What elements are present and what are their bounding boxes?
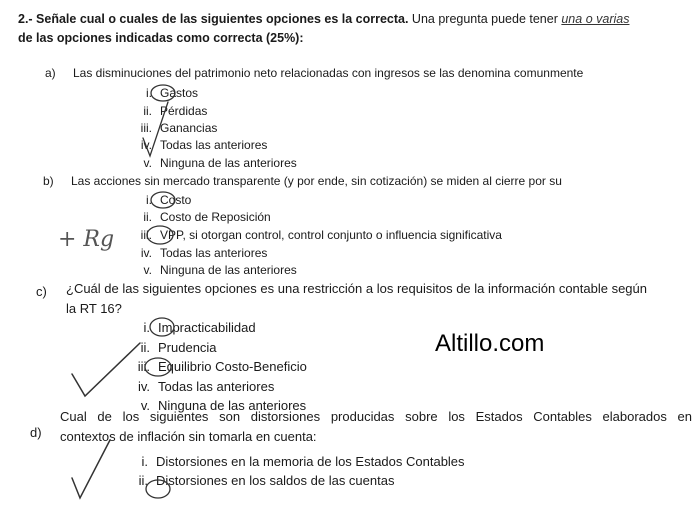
header-bold-text: 2.- Señale cual o cuales de las siguientes opciones es la correcta. (18, 12, 409, 26)
option-text: Ninguna de las anteriores (160, 263, 297, 277)
option-b-iii (130, 228, 502, 242)
question-a-letter: a) (45, 66, 56, 80)
option-text: Equilibrio Costo-Beneficio (158, 359, 307, 374)
option-num: i. (146, 86, 152, 100)
option-a-iv (130, 138, 267, 152)
option-text: Todas las anteriores (160, 138, 268, 152)
handwritten-note: + Rg (58, 227, 115, 252)
header-rest-text: Una pregunta puede tener (408, 12, 562, 26)
option-num: i. (143, 320, 150, 335)
question-c-letter: c) (36, 284, 47, 299)
option-text: Prudencia (158, 340, 217, 355)
question-c-text-line1: ¿Cuál de las siguientes opciones es una restricción a los requisitos de la información contable según (66, 281, 647, 296)
option-c-i (128, 320, 256, 335)
option-text: Costo de Reposición (160, 210, 271, 224)
option-b-i (130, 193, 191, 207)
option-text: Todas las anteriores (158, 379, 275, 394)
option-num: ii. (143, 104, 152, 118)
option-num: iv. (137, 379, 150, 394)
option-num: v. (143, 156, 152, 170)
option-num: iv. (140, 138, 152, 152)
option-c-ii (128, 340, 217, 355)
option-text: Costo (160, 193, 192, 207)
option-text: Ninguna de las anteriores (158, 398, 307, 413)
question-header-line1 (18, 12, 629, 26)
option-b-iv (130, 246, 267, 260)
option-num: iii. (140, 121, 152, 135)
option-d-ii (126, 473, 394, 488)
question-d-text-line1: Cual de los siguientes son distorsiones producidas sobre los Estados Contables elaborados en (60, 409, 692, 424)
option-text: Distorsiones en la memoria de los Estados Contables (156, 454, 465, 469)
option-text: Pérdidas (160, 104, 208, 118)
option-text: Impracticabilidad (158, 320, 256, 335)
option-num: iii. (137, 359, 150, 374)
question-a-text: Las disminuciones del patrimonio neto relacionadas con ingresos se las denomina comunmente (73, 66, 584, 80)
check-mark-d (72, 440, 110, 498)
option-num: ii. (143, 210, 152, 224)
option-num: ii. (140, 340, 150, 355)
option-b-ii (130, 210, 271, 224)
option-num: i. (146, 193, 152, 207)
option-text: Ganancias (160, 121, 218, 135)
option-a-iii (130, 121, 217, 135)
option-d-i (126, 454, 465, 469)
option-text: Gastos (160, 86, 199, 100)
option-text: Distorsiones en los saldos de las cuentas (156, 473, 395, 488)
option-a-v (130, 156, 297, 170)
header-underlined-text: una o varias (561, 12, 630, 26)
option-text: Todas las anteriores (160, 246, 268, 260)
question-b-text: Las acciones sin mercado transparente (y por ende, sin cotización) se miden al cierre por su (71, 174, 562, 188)
option-text: Ninguna de las anteriores (160, 156, 297, 170)
option-num: iv. (140, 246, 152, 260)
option-a-ii (130, 104, 207, 118)
option-a-i (130, 86, 198, 100)
option-c-iv (128, 379, 274, 394)
option-num: iii. (140, 228, 152, 242)
watermark: Altillo.com (435, 330, 545, 357)
option-text: VPP, si otorgan control, control conjunto o influencia significativa (160, 228, 502, 242)
option-num: ii. (138, 473, 148, 488)
question-header-line2: de las opciones indicadas como correcta (25%): (18, 31, 304, 45)
option-num: i. (141, 454, 148, 469)
option-b-v (130, 263, 297, 277)
question-d-text-line2: contextos de inflación sin tomarla en cuenta: (60, 429, 317, 444)
question-d-letter: d) (30, 425, 42, 440)
question-b-letter: b) (43, 174, 54, 188)
question-c-text-line2: la RT 16? (66, 301, 122, 316)
option-num: v. (140, 398, 150, 413)
option-num: v. (143, 263, 152, 277)
option-c-iii (128, 359, 307, 374)
